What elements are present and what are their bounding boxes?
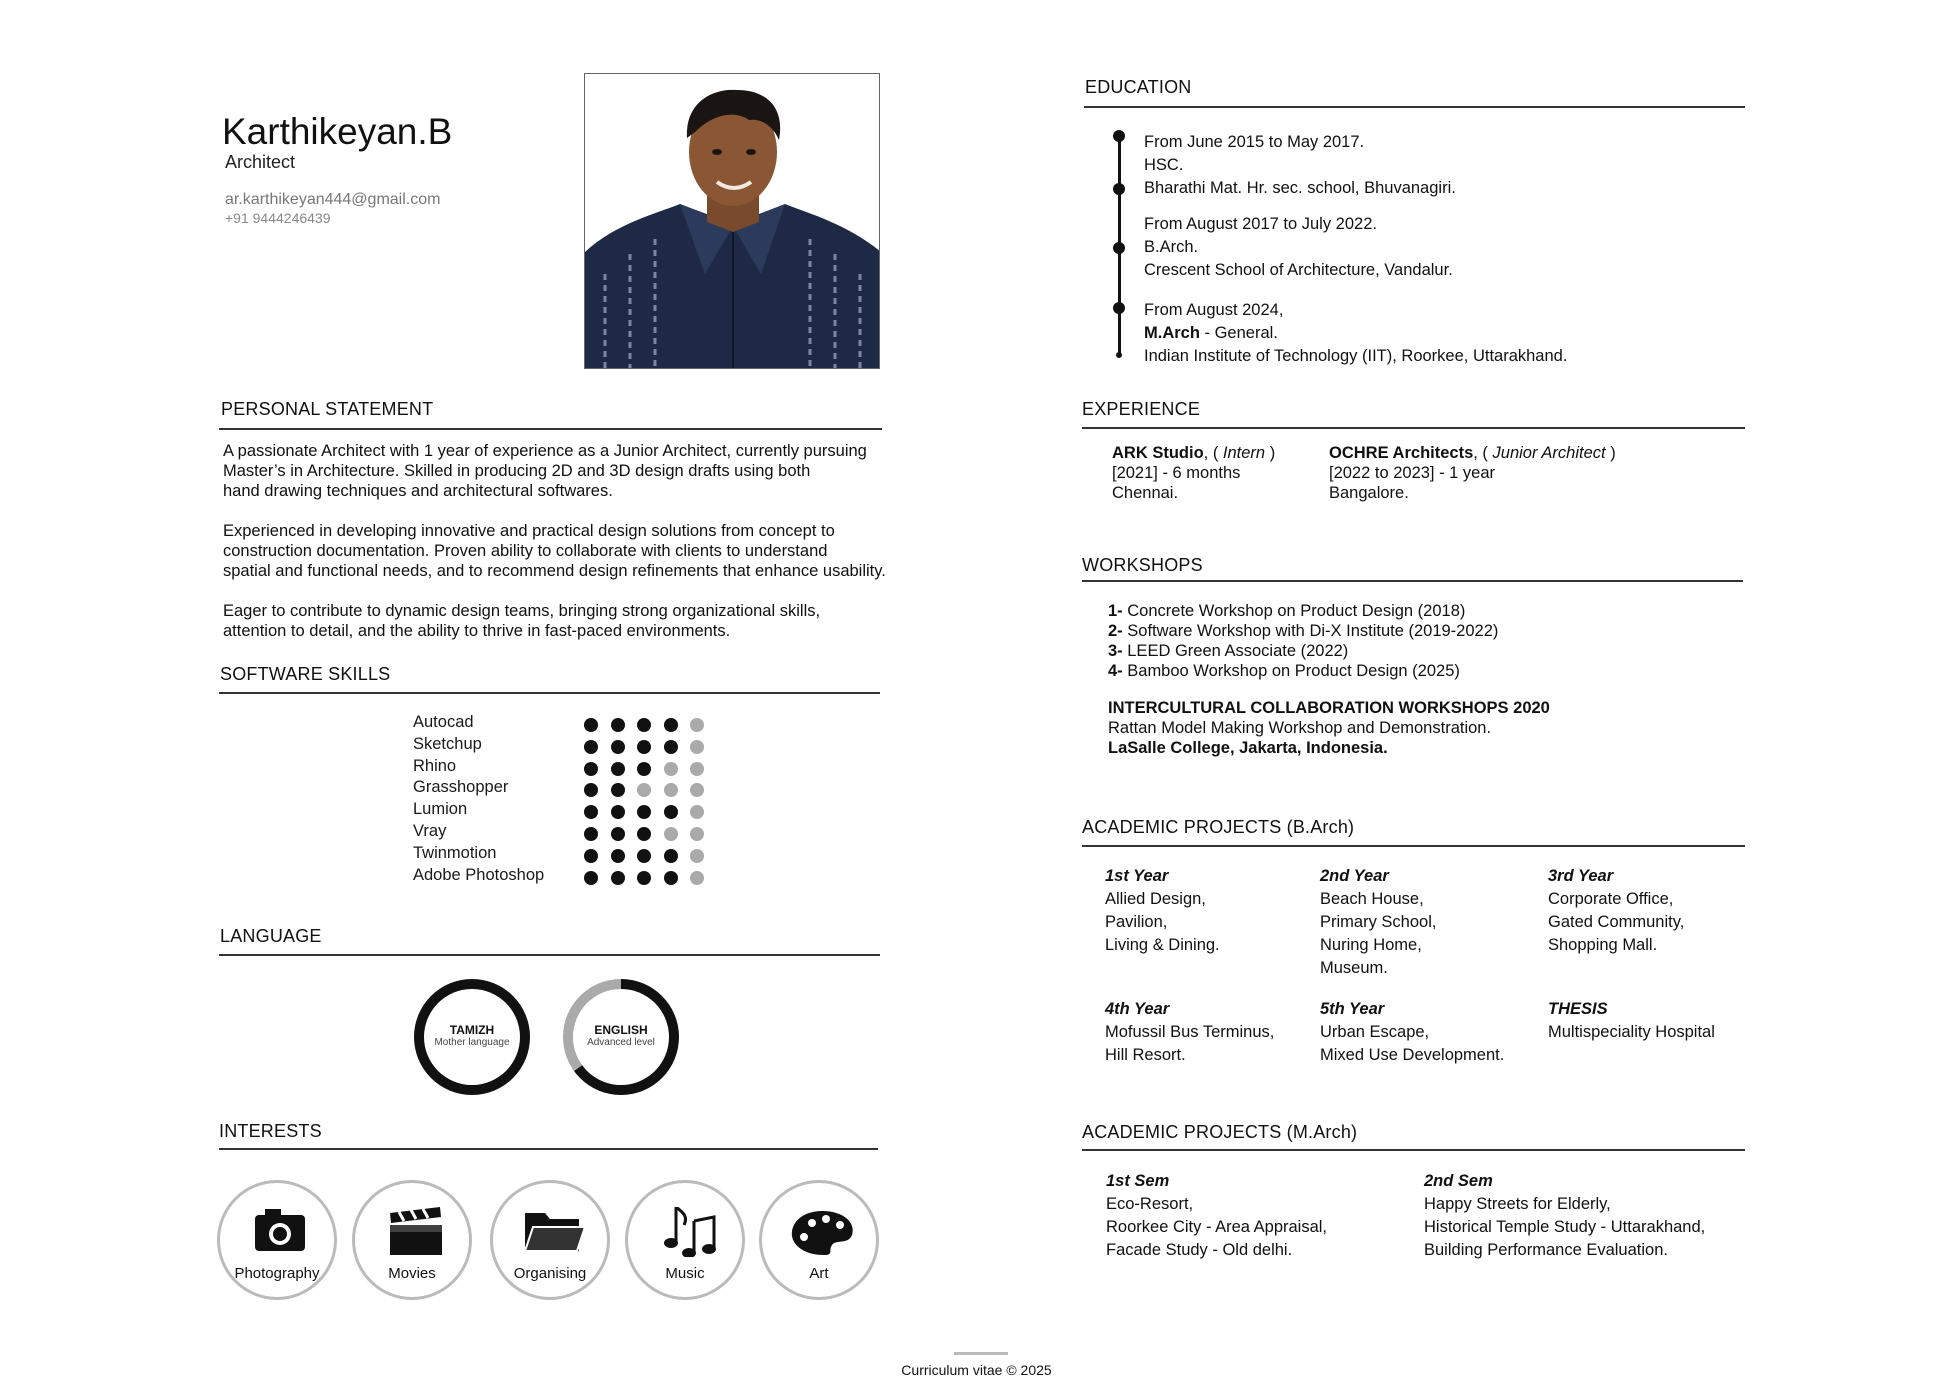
- barch-3rd-year: 3rd Year Corporate Office, Gated Community, Shopping Mall.: [1548, 867, 1685, 954]
- personal-statement-title: PERSONAL STATEMENT: [221, 399, 434, 419]
- skill-dot-filled: [584, 849, 598, 863]
- skill-dot-filled: [637, 827, 651, 841]
- interest-photography: Photography: [217, 1180, 337, 1300]
- skill-dot-filled: [637, 805, 651, 819]
- candidate-role: Architect: [225, 152, 296, 172]
- skill-dot-filled: [637, 849, 651, 863]
- interests-title: INTERESTS: [219, 1121, 322, 1141]
- profile-photo: [584, 73, 880, 369]
- skill-dot-filled: [664, 805, 678, 819]
- education-title: EDUCATION: [1085, 77, 1192, 97]
- skill-dot-filled: [584, 805, 598, 819]
- language-english: ENGLISH Advanced level: [563, 979, 679, 1095]
- education-entry-hsc: From June 2015 to May 2017. HSC. Bharathi Mat. Hr. sec. school, Bhuvanagiri.: [1144, 133, 1456, 197]
- skill-dot-filled: [611, 827, 625, 841]
- folder-icon: [493, 1207, 607, 1257]
- skill-row: [413, 866, 713, 888]
- skill-row: [413, 713, 713, 735]
- camera-icon: [220, 1207, 334, 1257]
- workshops-list: [1108, 601, 1498, 681]
- workshop-item: 3- LEED Green Associate (2022): [1108, 642, 1349, 660]
- skill-dot-empty: [664, 827, 678, 841]
- palette-icon: [762, 1207, 876, 1257]
- barch-5th-year: 5th Year Urban Escape, Mixed Use Development.: [1320, 1000, 1505, 1064]
- skill-dot-filled: [664, 718, 678, 732]
- intercultural-workshop: INTERCULTURAL COLLABORATION WORKSHOPS 2020 Rattan Model Making Workshop and Demonstration. LaSalle College, Jakarta, Indonesia.: [1108, 699, 1550, 757]
- skill-dot-empty: [690, 718, 704, 732]
- email[interactable]: ar.karthikeyan444@gmail.com: [225, 191, 441, 208]
- statement-paragraph-2: Experienced in developing innovative and practical design solutions from concept to construction documentation. Proven ability to collaborate with clients to understand spatial and functional needs, and to recommend design refinements that enhance usability.: [223, 522, 886, 580]
- software-skills-title: SOFTWARE SKILLS: [220, 664, 391, 684]
- skill-row: [413, 778, 713, 800]
- skill-dot-filled: [611, 871, 625, 885]
- timeline-dot: [1113, 183, 1125, 195]
- skill-name: Twinmotion: [413, 843, 497, 862]
- skill-dot-filled: [637, 740, 651, 754]
- statement-paragraph-1: A passionate Architect with 1 year of experience as a Junior Architect, currently pursuing Master’s in Architecture. Skilled in producing 2D and 3D design drafts using both hand drawing techniques and architectural softwares.: [223, 442, 867, 500]
- language-tamizh: TAMIZH Mother language: [414, 979, 530, 1095]
- skill-row: [413, 822, 713, 844]
- skill-dot-empty: [690, 740, 704, 754]
- experience-rule: [1082, 427, 1745, 429]
- footer-divider: [954, 1352, 1008, 1355]
- academic-barch-rule: [1082, 845, 1745, 847]
- interests-rule: [219, 1148, 878, 1150]
- experience-title: EXPERIENCE: [1082, 399, 1201, 419]
- education-entry-march: From August 2024, M.Arch - General. Indian Institute of Technology (IIT), Roorkee, Uttarakhand.: [1144, 301, 1568, 365]
- barch-2nd-year: 2nd Year Beach House, Primary School, Nuring Home, Museum.: [1320, 867, 1437, 977]
- skill-name: Lumion: [413, 800, 468, 819]
- skill-dot-empty: [690, 762, 704, 776]
- skill-dot-filled: [664, 740, 678, 754]
- skill-dot-filled: [584, 827, 598, 841]
- barch-4th-year: 4th Year Mofussil Bus Terminus, Hill Resort.: [1105, 1000, 1275, 1064]
- skill-dot-empty: [690, 849, 704, 863]
- workshop-item: 1- Concrete Workshop on Product Design (2018): [1108, 602, 1466, 620]
- skill-dot-empty: [664, 783, 678, 797]
- skill-dot-filled: [584, 783, 598, 797]
- skill-dot-empty: [690, 783, 704, 797]
- education-entry-barch: From August 2017 to July 2022. B.Arch. Crescent School of Architecture, Vandalur.: [1144, 215, 1453, 279]
- skill-dot-filled: [611, 718, 625, 732]
- skill-name: Sketchup: [413, 734, 482, 753]
- footer-text: Curriculum vitae © 2025: [901, 1362, 1052, 1378]
- language-title: LANGUAGE: [220, 926, 322, 946]
- interest-movies: Movies: [352, 1180, 472, 1300]
- workshops-title: WORKSHOPS: [1082, 555, 1203, 575]
- skill-dot-filled: [611, 762, 625, 776]
- skill-row: [413, 735, 713, 757]
- skill-row: [413, 757, 713, 779]
- skill-row: [413, 844, 713, 866]
- barch-thesis: THESIS Multispeciality Hospital: [1548, 1000, 1715, 1041]
- phone: +91 9444246439: [225, 210, 331, 226]
- barch-1st-year: 1st Year Allied Design, Pavilion, Living & Dining.: [1105, 867, 1220, 954]
- workshop-item: 2- Software Workshop with Di-X Institute (2019-2022): [1108, 622, 1499, 640]
- academic-march-rule: [1082, 1149, 1745, 1151]
- skill-dot-filled: [611, 740, 625, 754]
- timeline-dot: [1113, 242, 1125, 254]
- software-skills-rule: [219, 692, 880, 694]
- candidate-name: Karthikeyan.B: [222, 111, 453, 152]
- skill-name: Rhino: [413, 756, 457, 775]
- academic-barch-title: ACADEMIC PROJECTS (B.Arch): [1082, 817, 1355, 837]
- personal-statement-rule: [219, 428, 882, 430]
- skill-dot-filled: [611, 805, 625, 819]
- experience-ark-studio: ARK Studio, ( Intern ) [2021] - 6 months Chennai.: [1112, 444, 1276, 502]
- skill-dot-filled: [611, 783, 625, 797]
- skill-dot-filled: [637, 762, 651, 776]
- interest-organising: Organising: [490, 1180, 610, 1300]
- skill-dot-empty: [690, 871, 704, 885]
- skill-dot-filled: [637, 718, 651, 732]
- skill-row: [413, 800, 713, 822]
- skill-dot-filled: [584, 762, 598, 776]
- skill-name: Grasshopper: [413, 778, 509, 797]
- skill-dot-filled: [584, 718, 598, 732]
- clapperboard-icon: [355, 1207, 469, 1257]
- timeline-dot: [1113, 302, 1125, 314]
- skill-dot-filled: [637, 871, 651, 885]
- workshops-rule: [1082, 580, 1743, 582]
- skill-dot-filled: [584, 871, 598, 885]
- skill-name: Vray: [413, 822, 447, 840]
- education-rule: [1084, 106, 1745, 108]
- skill-dot-empty: [690, 827, 704, 841]
- skill-dot-empty: [664, 762, 678, 776]
- march-2nd-sem: 2nd Sem Happy Streets for Elderly, Historical Temple Study - Uttarakhand, Building Performance Evaluation.: [1424, 1172, 1706, 1259]
- timeline-dot: [1113, 130, 1125, 142]
- skill-dot-filled: [664, 871, 678, 885]
- skill-dot-empty: [637, 783, 651, 797]
- academic-march-title: ACADEMIC PROJECTS (M.Arch): [1082, 1122, 1358, 1142]
- skill-dot-empty: [690, 805, 704, 819]
- skill-dot-filled: [664, 849, 678, 863]
- statement-paragraph-3: Eager to contribute to dynamic design teams, bringing strong organizational skills, attention to detail, and the ability to thrive in fast-paced environments.: [223, 602, 821, 640]
- skill-name: Autocad: [413, 713, 474, 731]
- skill-dot-filled: [611, 849, 625, 863]
- language-rule: [219, 954, 880, 956]
- experience-ochre: OCHRE Architects, ( Junior Architect ) [2022 to 2023] - 1 year Bangalore.: [1329, 444, 1616, 502]
- timeline-end-dot: [1116, 352, 1122, 358]
- march-1st-sem: 1st Sem Eco-Resort, Roorkee City - Area Appraisal, Facade Study - Old delhi.: [1106, 1172, 1328, 1259]
- interest-art: Art: [759, 1180, 879, 1300]
- workshop-item: 4- Bamboo Workshop on Product Design (2025): [1108, 662, 1460, 680]
- interest-music: Music: [625, 1180, 745, 1300]
- skill-dot-filled: [584, 740, 598, 754]
- skill-name: Adobe Photoshop: [413, 865, 545, 884]
- music-notes-icon: [628, 1207, 742, 1257]
